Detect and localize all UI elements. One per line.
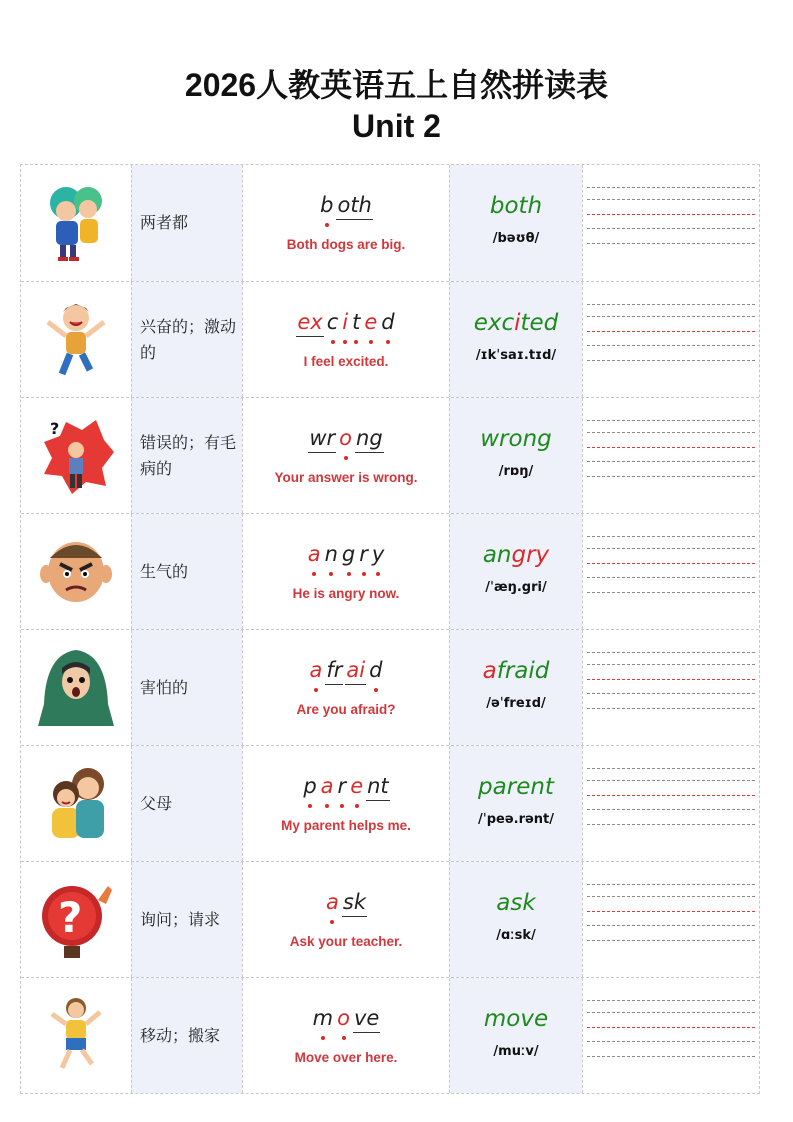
guide-line [587, 420, 755, 421]
example-sentence: I feel excited. [303, 354, 389, 369]
guide-line [587, 768, 755, 769]
guide-line [587, 228, 755, 229]
baseline-red [587, 1027, 755, 1028]
word-cell [449, 165, 582, 281]
chinese-meaning: 两者都 [140, 213, 189, 232]
guide-line [587, 548, 755, 549]
phonics-segments [243, 310, 449, 334]
table-row [21, 165, 759, 281]
guide-line [587, 432, 755, 433]
word-part: fraid [496, 658, 550, 684]
example-sentence: Are you afraid? [296, 702, 396, 717]
english-word [450, 193, 582, 219]
example-sentence: He is angry now. [292, 586, 400, 601]
writing-lines [582, 746, 759, 861]
picture-cell [21, 862, 131, 977]
chinese-meaning: 移动；搬家 [140, 1025, 221, 1045]
ipa-transcription: /rɒŋ/ [498, 464, 534, 479]
phonics-segment: n [324, 542, 338, 566]
phonics-segment: o [339, 426, 353, 450]
word-cell [449, 514, 582, 629]
phonics-segment: t [352, 310, 361, 334]
phonics-segment: y [371, 542, 385, 566]
phonics-segment: c [326, 310, 339, 334]
picture-cell [21, 398, 131, 513]
word-cell [449, 746, 582, 861]
phonics-segments [243, 890, 449, 914]
guide-line [587, 360, 755, 361]
guide-line [587, 461, 755, 462]
phonics-segment: d [381, 310, 395, 334]
picture-cell [21, 514, 131, 629]
ipa-transcription: /ɑːsk/ [496, 928, 536, 943]
scared-person-cloak-icon [36, 644, 116, 730]
picture-cell [21, 630, 131, 745]
english-word [450, 542, 582, 568]
phonics-cell [242, 165, 449, 281]
writing-lines [582, 630, 759, 745]
picture-cell [21, 746, 131, 861]
word-cell [449, 282, 582, 397]
english-word [450, 310, 582, 336]
writing-lines [582, 862, 759, 977]
guide-line [587, 708, 755, 709]
baseline-red [587, 214, 755, 215]
cartoon-friends-hugging-icon [36, 179, 116, 265]
english-word [450, 890, 582, 916]
phonics-cell [242, 282, 449, 397]
guide-line [587, 896, 755, 897]
baseline-red [587, 795, 755, 796]
phonics-segment: oth [337, 193, 372, 217]
phonics-segment: e [350, 774, 364, 798]
english-word [450, 1006, 582, 1032]
confused-boy-puzzle-icon [36, 412, 116, 498]
phonics-segments [243, 774, 449, 798]
phonics-segment: ve [353, 1006, 380, 1030]
meaning-cell [131, 282, 242, 397]
phonics-segment: o [337, 1006, 350, 1030]
guide-line [587, 693, 755, 694]
boy-jumping-icon [36, 992, 116, 1078]
guide-line [587, 925, 755, 926]
example-sentence: Ask your teacher. [289, 934, 403, 949]
question-mark-character-icon [36, 876, 116, 962]
writing-lines [582, 514, 759, 629]
meaning-cell [131, 514, 242, 629]
phonics-segment: a [309, 658, 323, 682]
example-sentence: Your answer is wrong. [274, 470, 418, 485]
picture-cell [21, 165, 131, 281]
meaning-cell [131, 978, 242, 1093]
phonics-segment: wr [309, 426, 336, 450]
baseline-red [587, 563, 755, 564]
phonics-segment: g [341, 542, 356, 566]
guide-line [587, 304, 755, 305]
guide-line [587, 199, 755, 200]
ipa-transcription: /ɪkˈsaɪ.tɪd/ [475, 348, 557, 363]
table-row [21, 281, 759, 397]
phonics-segment: a [307, 542, 321, 566]
guide-line [587, 1012, 755, 1013]
writing-lines [582, 398, 759, 513]
phonics-segment: m [312, 1006, 334, 1030]
phonics-segments [243, 542, 449, 566]
table-row [21, 977, 759, 1093]
english-word [450, 426, 582, 452]
baseline-red [587, 911, 755, 912]
phonics-segment: b [320, 193, 334, 217]
phonics-cell [242, 862, 449, 977]
english-word [450, 774, 582, 800]
word-part: move [483, 1006, 549, 1032]
phonics-segment: nt [367, 774, 389, 798]
guide-line [587, 780, 755, 781]
page-subtitle: Unit 2 [352, 108, 441, 144]
guide-line [587, 824, 755, 825]
example-sentence: My parent helps me. [281, 818, 411, 833]
phonics-cell [242, 746, 449, 861]
chinese-meaning: 生气的 [140, 561, 189, 581]
ipa-transcription: /bəʊθ/ [492, 231, 540, 246]
svg-text:?: ? [58, 893, 83, 942]
baseline-red [587, 679, 755, 680]
phonics-cell [242, 978, 449, 1093]
word-part: an [482, 542, 512, 568]
word-part: gry [511, 542, 550, 568]
phonics-table [20, 164, 760, 1094]
excited-boy-jumping-icon [36, 296, 116, 382]
guide-line [587, 809, 755, 810]
phonics-segment: e [364, 310, 378, 334]
guide-line [587, 316, 755, 317]
word-cell [449, 398, 582, 513]
writing-lines [582, 165, 759, 281]
word-part: wrong [480, 426, 552, 452]
guide-line [587, 1056, 755, 1057]
phonics-cell [242, 630, 449, 745]
phonics-cell [242, 398, 449, 513]
word-part: exc [473, 310, 515, 336]
word-part: ted [520, 310, 559, 336]
angry-face-icon [36, 528, 116, 614]
guide-line [587, 664, 755, 665]
phonics-segments [243, 658, 449, 682]
guide-line [587, 536, 755, 537]
writing-lines [582, 978, 759, 1093]
phonics-segment: ng [356, 426, 383, 450]
word-cell [449, 978, 582, 1093]
word-cell [449, 862, 582, 977]
phonics-segment: ai [346, 658, 366, 682]
table-row [21, 397, 759, 513]
phonics-segments [243, 426, 449, 450]
meaning-cell [131, 862, 242, 977]
chinese-meaning: 兴奋的；激动的 [140, 316, 237, 362]
baseline-red [587, 447, 755, 448]
phonics-segment: d [369, 658, 383, 682]
word-part: both [489, 193, 543, 219]
table-row [21, 629, 759, 745]
writing-lines [582, 282, 759, 397]
guide-line [587, 243, 755, 244]
phonics-cell [242, 514, 449, 629]
word-part: a [482, 658, 497, 684]
word-part: i [514, 310, 521, 336]
example-sentence: Both dogs are big. [286, 237, 406, 252]
phonics-segment: r [359, 542, 368, 566]
word-part: parent [478, 774, 554, 800]
ipa-transcription: /ˈpeə.rənt/ [477, 812, 555, 827]
meaning-cell [131, 165, 242, 281]
phonics-segment: fr [326, 658, 343, 682]
phonics-segment: a [320, 774, 334, 798]
meaning-cell [131, 746, 242, 861]
phonics-segment: a [326, 890, 339, 914]
ipa-transcription: /əˈfreɪd/ [486, 696, 546, 711]
parent-hugging-child-icon [36, 760, 116, 846]
table-row [21, 861, 759, 977]
phonics-segment: i [342, 310, 349, 334]
word-cell [449, 630, 582, 745]
phonics-segment: sk [342, 890, 366, 914]
guide-line [587, 187, 755, 188]
chinese-meaning: 错误的；有毛病的 [140, 432, 237, 478]
guide-line [587, 884, 755, 885]
guide-line [587, 940, 755, 941]
word-part: ask [496, 890, 536, 916]
phonics-segment: p [303, 774, 317, 798]
example-sentence: Move over here. [294, 1050, 398, 1065]
baseline-red [587, 331, 755, 332]
guide-line [587, 577, 755, 578]
picture-cell [21, 978, 131, 1093]
guide-line [587, 592, 755, 593]
meaning-cell [131, 630, 242, 745]
guide-line [587, 1041, 755, 1042]
table-row [21, 745, 759, 861]
ipa-transcription: /muːv/ [493, 1044, 539, 1059]
chinese-meaning: 害怕的 [140, 677, 189, 697]
phonics-segments [243, 193, 449, 217]
english-word [450, 658, 582, 684]
chinese-meaning: 父母 [140, 793, 173, 813]
guide-line [587, 1000, 755, 1001]
picture-cell [21, 282, 131, 397]
phonics-segment: ex [297, 310, 323, 334]
phonics-segments [243, 1006, 449, 1030]
guide-line [587, 345, 755, 346]
guide-line [587, 652, 755, 653]
table-row [21, 513, 759, 629]
svg-text:?: ? [50, 419, 60, 438]
phonics-segment: r [337, 774, 347, 798]
page-title: 2026人教英语五上自然拼读表 [184, 67, 609, 103]
ipa-transcription: /ˈæŋ.gri/ [485, 580, 547, 595]
chinese-meaning: 询问；请求 [140, 909, 221, 929]
guide-line [587, 476, 755, 477]
meaning-cell [131, 398, 242, 513]
